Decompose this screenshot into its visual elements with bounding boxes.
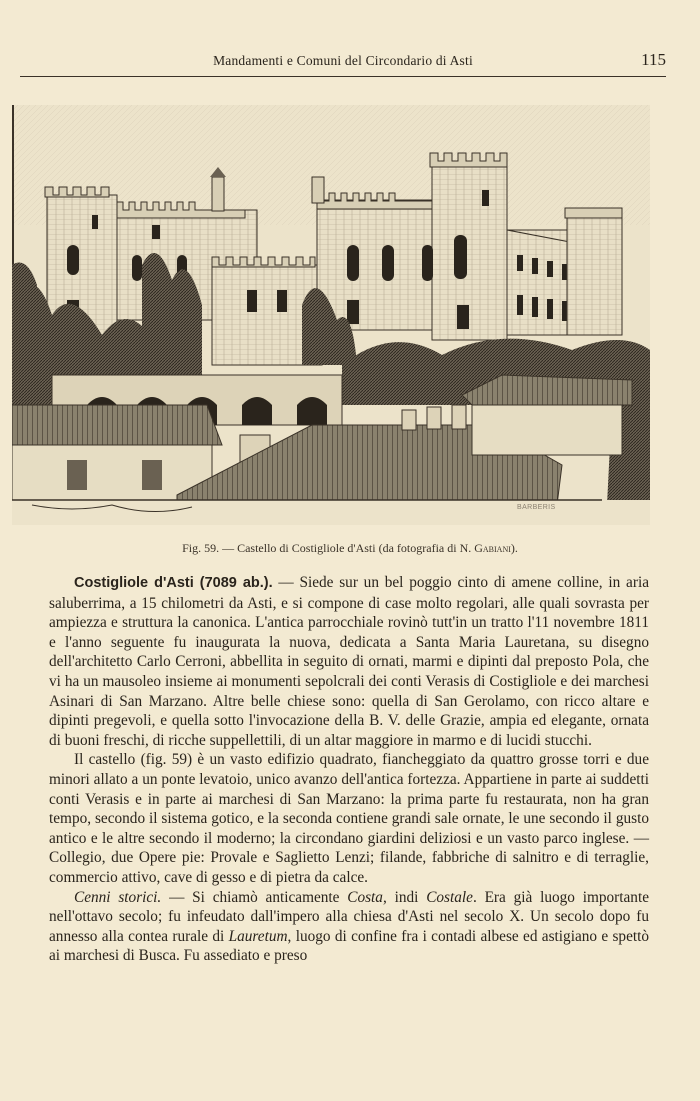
paragraph-cenni-storici <box>49 888 649 966</box>
p3-text-c: . Era già luogo importante nell'ottavo secolo; fu infeudato dall'impero alla chiesa d'Asti nel secolo X. Un secolo dopo fu annesso alla contea rurale di <box>49 888 649 945</box>
entry-heading: Costigliole d'Asti (7089 ab.). <box>74 575 273 591</box>
section-heading: Cenni storici. <box>74 888 162 906</box>
running-title: Mandamenti e Comuni del Circondario di Asti <box>213 53 473 68</box>
p3-costa: Costa <box>347 888 383 906</box>
page-header <box>20 50 666 77</box>
body-text <box>49 573 649 966</box>
castle-illustration <box>12 105 650 525</box>
caption-prefix: Fig. 59. — Castello di Costigliole d'Asti (da fotografia di N. <box>182 541 475 555</box>
page-number: 115 <box>641 50 666 69</box>
p3-text-d: , luogo di confine fra i contadi albese ed astigiano e spettò ai marchesi di Busca. Fu assediato e preso <box>49 927 650 965</box>
p3-costale: Costale <box>426 888 473 906</box>
paragraph-costigliole <box>49 573 649 750</box>
castle-engraving <box>12 105 650 525</box>
figure-caption <box>0 541 700 556</box>
paragraph-castello: Il castello (fig. 59) è un vasto edifizio quadrato, fiancheggiato da quattro grosse torri e due minori allato a un ponte levatoio, unico avanzo dell'antica fortezza. Appartiene in parte ai suddetti conti Verasis e in parte ai marchesi di San Marzano: la prima parte fu restaurata, non ha gran tempo, secondo il sistema gotico, e la seconda contiene grandi sale ornate, le une secondo il gusto antico e le altre secondo il moderno; la circondano giardini deliziosi e un vasto parco inglese. — Collegio, due Opere pie: Provale e Saglietto Lenzi; filande, fabbriche di salnitro e di terraglie, commercio attivo, cave di gesso e di pietra da calce. <box>49 751 649 886</box>
paragraph-1-text: — Siede sur un bel poggio cinto di amene colline, in aria saluberrima, a 15 chilometri da Asti, e si compone di case molto regolari, alle quali sovrasta per ampiezza e struttura la canonica. L'antica parrocchiale rovinò tutt'in un tratto l'11 novembre 1811 e l'anno seguente fu inaugurata la nuova, dedicata a Santa Maria Lauretana, su disegno dell'architetto Carlo Cerroni, abbellita in seguito di ornati, marmi e dipinti dal preposto Pola, che vi ha un mausoleo insieme ai monumenti sepolcrali dei conti Verasis di Costigliole e dei marchesi Asinari di San Marzano. Altre belle chiese sono: quella di San Gerolamo, con ricco altare e dipinti pregevoli, e quella sotto l'invocazione della B. V. delle Grazie, ampia ed elegante, ornata di buoni freschi, di ricche suppellettili, di un altar maggiore in marmo e di lucidi stucchi. <box>49 574 649 749</box>
p3-text-b: , indi <box>382 888 427 906</box>
engraver-signature: BARBERIS <box>517 504 556 511</box>
p3-lauretum: Lauretum <box>228 927 288 945</box>
caption-author: Gabiani <box>474 541 511 555</box>
caption-suffix: ). <box>510 541 518 555</box>
p3-text-a: — Si chiamò anticamente <box>161 888 348 906</box>
